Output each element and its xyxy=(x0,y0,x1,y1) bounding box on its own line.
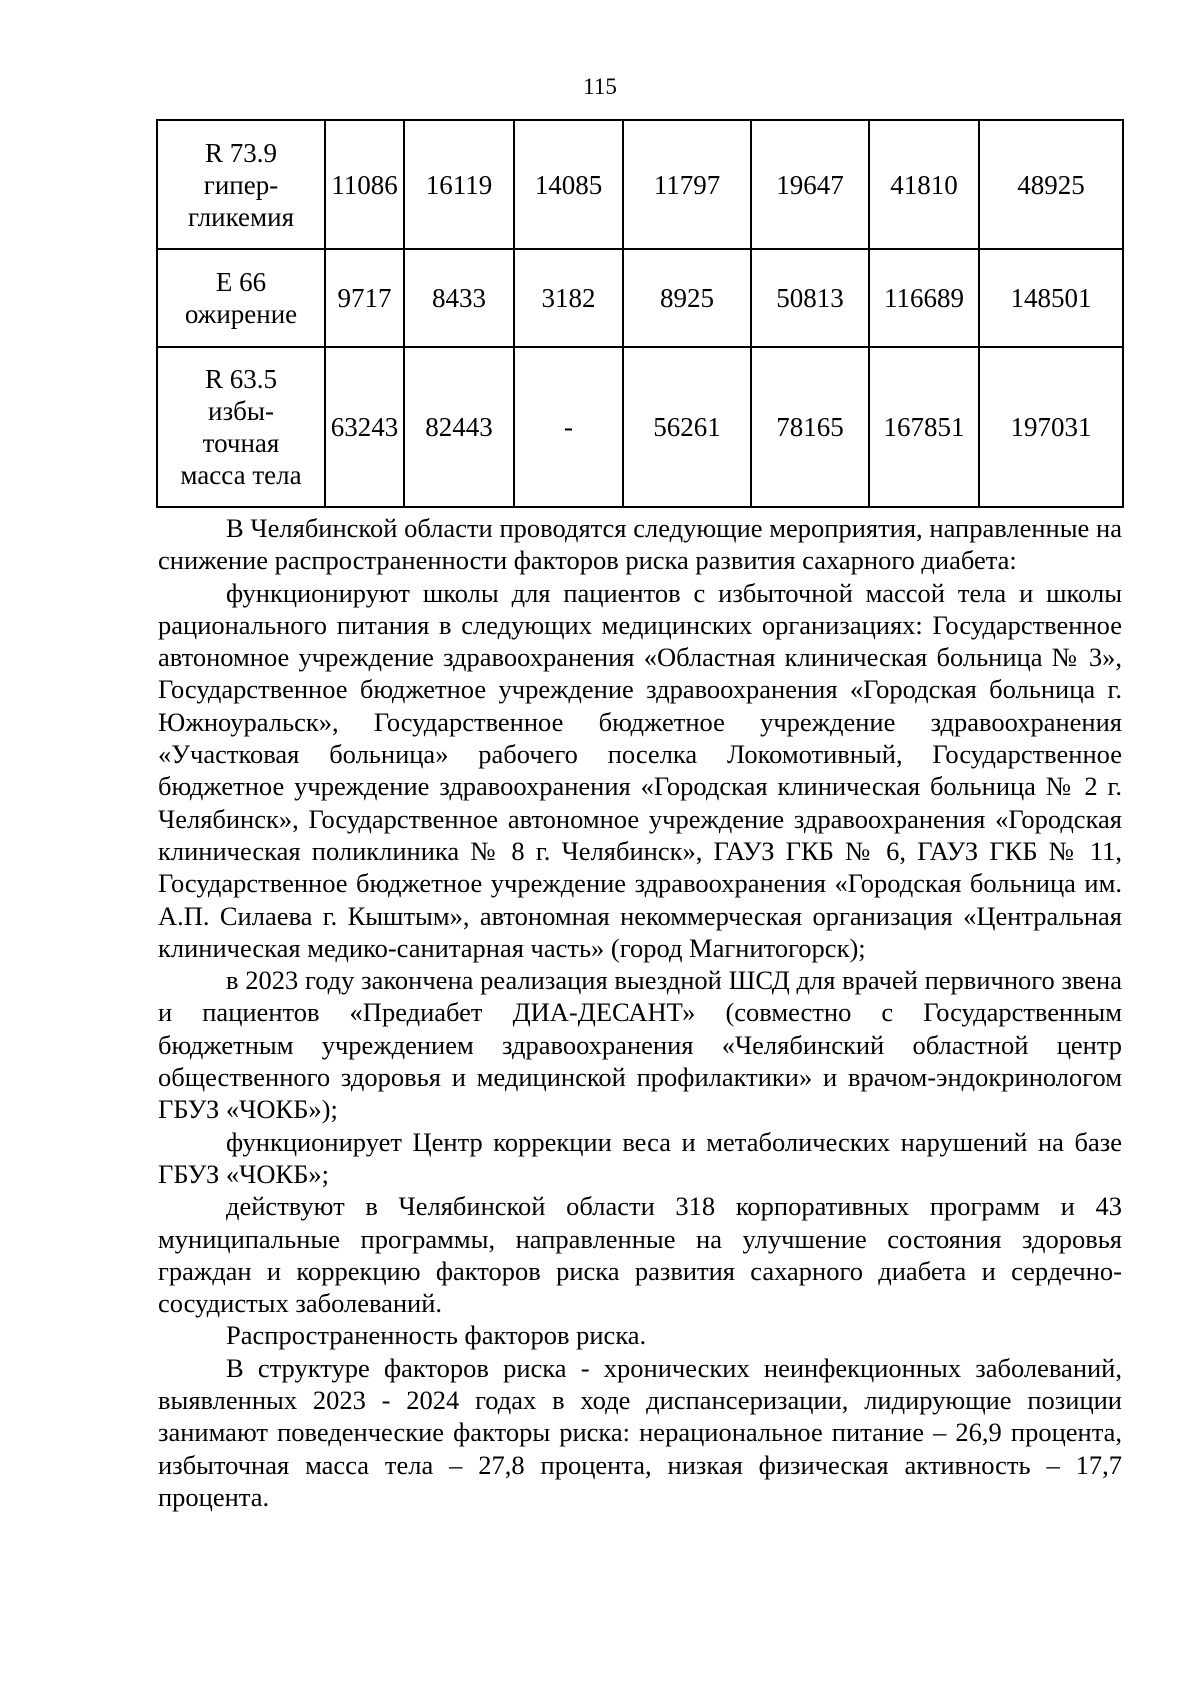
weight-center-paragraph: функционирует Центр коррекции веса и метаболических нарушений на базе ГБУЗ «ЧОКБ»; xyxy=(158,1126,1122,1189)
table-cell: 116689 xyxy=(869,249,979,347)
table-cell: 78165 xyxy=(751,347,869,507)
table-cell: - xyxy=(514,347,623,507)
row-label-line: Е 66 xyxy=(215,267,267,297)
row-label-line: R 73.9 xyxy=(204,137,277,168)
row-label xyxy=(157,249,325,347)
row-label-line: избы- xyxy=(208,396,274,426)
table-row xyxy=(157,120,1123,249)
dia-desant-paragraph: в 2023 году закончена реализация выездной ШСД для врачей первичного звена и пациентов «Предиабет ДИА-ДЕСАНТ» (совместно с Государственным бюджетным учреждением здравоохранения «Челябинский областной центр общественного здоровья и медицинской профилактики» и врачом-эндокринологом ГБУЗ «ЧОКБ»); xyxy=(158,965,1122,1125)
row-label-line: точная xyxy=(202,428,280,458)
table-cell: 19647 xyxy=(751,120,869,249)
table-cell: 16119 xyxy=(404,120,514,249)
table-cell: 11086 xyxy=(325,120,404,249)
section-heading-paragraph: Распространенность факторов риска. xyxy=(226,1320,647,1351)
row-label xyxy=(157,347,325,507)
row-label-line: масса тела xyxy=(180,460,302,490)
risk-structure-paragraph: В структуре факторов риска - хронических неинфекционных заболеваний, выявленных 2023 - 2024 годах в ходе диспансеризации, лидирующие позиции занимают поведенческие факторы риска: нерациональное питание – 26,9 процента, избыточная масса тела – 27,8 процента, низкая физическая активность – 17,7 процента. xyxy=(158,1352,1122,1512)
table-cell: 56261 xyxy=(623,347,751,507)
table-cell: 14085 xyxy=(514,120,623,249)
table-cell: 197031 xyxy=(979,347,1123,507)
page-number: 115 xyxy=(583,74,617,99)
table-cell: 63243 xyxy=(325,347,404,507)
table-cell: 41810 xyxy=(869,120,979,249)
table-cell: 8433 xyxy=(404,249,514,347)
table-cell: 82443 xyxy=(404,347,514,507)
schools-paragraph: функционируют школы для пациентов с избыточной массой тела и школы рационального питания в следующих медицинских организациях: Государственное автономное учреждение здравоохранения «Областная клиническая больница № 3», Государственное бюджетное учреждение здравоохранения «Городская больница г. Южноуральск», Государственное бюджетное учреждение здравоохранения «Участковая больница» рабочего поселка Локомотивный, Государственное бюджетное учреждение здравоохранения «Городская клиническая больница № 2 г. Челябинск», Государственное автономное учреждение здравоохранения «Городская клиническая поликлиника № 8 г. Челябинск», ГАУЗ ГКБ № 6, ГАУЗ ГКБ № 11, Государственное бюджетное учреждение здравоохранения «Городская больница им. А.П. Силаева г. Кыштым», автономная некоммерческая организация «Центральная клиническая медико-санитарная часть» (город Магнитогорск); xyxy=(158,577,1122,963)
row-label-line: R 63.5 xyxy=(204,364,277,394)
table-cell: 48925 xyxy=(979,120,1123,249)
intro-paragraph: В Челябинской области проводятся следующие мероприятия, направленные на снижение распространенности факторов риска развития сахарного диабета: xyxy=(158,513,1122,576)
statistics-table xyxy=(156,119,1124,508)
table-cell: 11797 xyxy=(623,120,751,249)
table-cell: 9717 xyxy=(325,249,404,347)
table-cell: 8925 xyxy=(623,249,751,347)
table-row xyxy=(157,249,1123,347)
row-label-line: ожирение xyxy=(184,299,298,329)
row-label xyxy=(157,120,325,249)
document-body xyxy=(158,512,1122,1513)
table-cell: 3182 xyxy=(514,249,623,347)
programs-paragraph: действуют в Челябинской области 318 корпоративных программ и 43 муниципальные программы, направленные на улучшение состояния здоровья граждан и коррекцию факторов риска развития сахарного диабета и сердечно-сосудистых заболеваний. xyxy=(158,1191,1122,1319)
row-label-line: гликемия xyxy=(187,201,294,232)
row-label-line: гипер- xyxy=(203,169,279,200)
table-cell: 50813 xyxy=(751,249,869,347)
table-cell: 148501 xyxy=(979,249,1123,347)
table-cell: 167851 xyxy=(869,347,979,507)
table-row xyxy=(157,347,1123,507)
